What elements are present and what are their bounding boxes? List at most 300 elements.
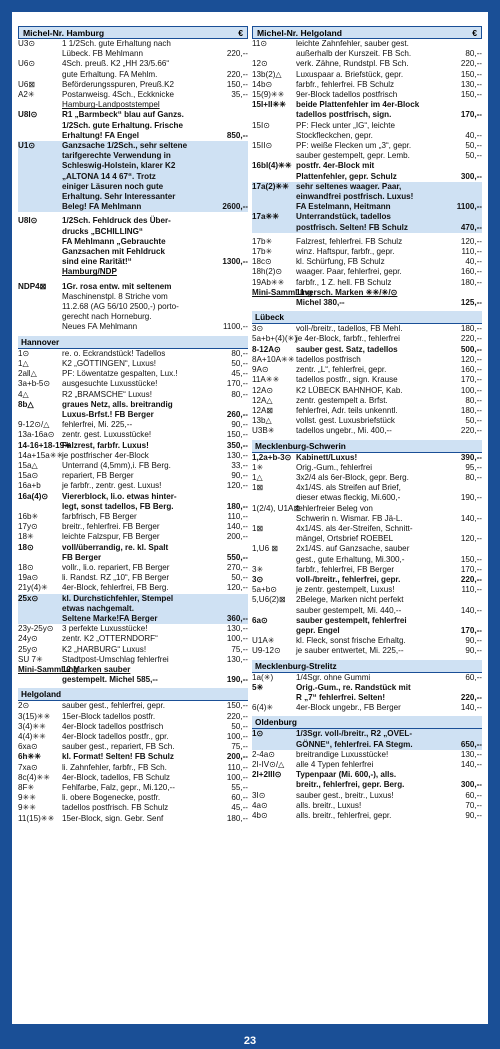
right-header-label: Michel-Nr. Helgoland: [257, 27, 342, 38]
item-price: 90,--: [465, 811, 482, 821]
item-description: 4er-Block ungebr., FB Berger: [296, 703, 401, 713]
catalog-number: 8b△: [18, 399, 34, 409]
item-price: 150,--: [460, 69, 482, 79]
listing-row: [18, 151, 248, 161]
listing-row: [252, 780, 482, 790]
catalog-number: [252, 740, 296, 750]
item-price: 110,--: [461, 585, 482, 595]
catalog-number: 2I+2III⊙: [252, 770, 282, 780]
item-description: breitr., fehlerfrei. FB Berger: [62, 522, 160, 532]
listing-row: [252, 141, 482, 151]
item-description: sauber gest., fehlerfrei, gepr.: [62, 701, 166, 711]
listing-row: [18, 369, 248, 379]
item-price: [210, 59, 248, 69]
catalog-number: 16a+b: [18, 481, 41, 491]
catalog-number: [18, 675, 62, 685]
listing-row: [18, 793, 248, 803]
item-description: 2Belege, Marken nicht perfekt: [296, 595, 404, 605]
section-title: Mecklenburg-Strelitz: [252, 660, 482, 673]
catalog-number: 16a(4)⊙: [18, 491, 49, 501]
item-description: postfrisch. Selten! FB Schulz: [296, 222, 408, 232]
listing-row: [18, 267, 248, 277]
item-description: beide Plattenfehler im 4er-Block: [296, 100, 420, 110]
item-price: 80,--: [465, 472, 482, 482]
listing-row: [252, 646, 482, 656]
item-price: 220,--: [460, 334, 482, 344]
listing-row: [252, 237, 482, 247]
item-description: Plattenfehler, gepr. Schulz: [296, 171, 397, 181]
catalog-number: A2✳: [18, 90, 35, 100]
catalog-number: 11A✳✳: [252, 375, 280, 385]
item-price: 140,--: [226, 522, 248, 532]
catalog-number: 16bI(4)✳✳: [252, 161, 292, 171]
listing-row: [252, 298, 482, 308]
catalog-number: [18, 121, 62, 131]
item-price: 140,--: [460, 703, 482, 713]
catalog-number: 6(4)✳: [252, 703, 274, 713]
catalog-number: 7xa⊙: [18, 762, 38, 772]
item-price: [210, 192, 248, 202]
catalog-number: 12⊙: [252, 59, 268, 69]
item-description: legt, sonst tadellos, FB Berg.: [62, 501, 174, 511]
catalog-number: 3a+b-5⊙: [18, 379, 51, 389]
listing-row: [252, 544, 482, 554]
listing-row: [252, 59, 482, 69]
item-price: 160,--: [460, 365, 482, 375]
listing-row: [18, 481, 248, 491]
catalog-number: [18, 182, 62, 192]
item-description: gestempelt. Michel 585,--: [62, 675, 158, 685]
item-price: 55,--: [231, 783, 248, 793]
listing-row: [252, 121, 482, 131]
item-price: 75,--: [231, 742, 248, 752]
item-description: voll/überrandig, re. kl. Spalt: [62, 542, 169, 552]
item-price: [210, 594, 248, 604]
item-description: li. Zahnfehler, farbfr., FB Sch.: [62, 762, 167, 772]
catalog-number: [18, 247, 62, 257]
listing-row: [18, 227, 248, 237]
catalog-number: 18c⊙: [252, 257, 272, 267]
item-price: [444, 770, 482, 780]
item-description: sehr seltenes waager. Paar,: [296, 181, 402, 191]
item-description: 9er-Block tadellos postfrisch: [296, 90, 398, 100]
catalog-number: [18, 192, 62, 202]
item-price: 170,--: [460, 564, 482, 574]
item-price: 90,--: [465, 646, 482, 656]
catalog-number: U8I⊙: [18, 110, 38, 120]
item-price: 170,--: [226, 379, 248, 389]
listing-row: [252, 223, 482, 233]
item-description: außerhalb der Kurszeit. FB Sch.: [296, 49, 412, 59]
item-price: 300,--: [460, 171, 482, 181]
listing-row: [18, 712, 248, 722]
item-description: kl. Durchstichfehler, Stempel: [62, 593, 174, 603]
item-description: 1 1/2Sch. gute Erhaltung nach: [62, 39, 171, 48]
item-description: PF: Löwentatze gespalten, Lux.!: [62, 369, 178, 379]
item-price: [210, 543, 248, 553]
item-price: [210, 100, 248, 110]
catalog-number: 12A⊠: [252, 405, 274, 415]
catalog-number: U6⊙: [18, 59, 36, 69]
listing-row: [252, 585, 482, 595]
item-description: breitrandige Luxusstücke!: [296, 749, 389, 759]
listing-row: [18, 604, 248, 614]
catalog-number: [252, 493, 296, 503]
catalog-number: 2⊙: [18, 701, 30, 711]
catalog-number: [18, 292, 62, 302]
catalog-number: 1⊠: [252, 523, 264, 533]
listing-row: [252, 673, 482, 683]
listing-row: [18, 202, 248, 212]
catalog-number: [18, 202, 62, 212]
catalog-number: [18, 131, 62, 141]
item-price: [444, 504, 482, 514]
listing-row: [18, 752, 248, 762]
catalog-number: [252, 693, 296, 703]
listing-row: [252, 416, 482, 426]
listing-row: [18, 675, 248, 685]
listing-row: [18, 282, 248, 292]
listing-row: [252, 504, 482, 514]
item-description: Ganzsachen mit Fehldruck: [62, 247, 165, 257]
listing-row: [18, 634, 248, 644]
item-price: 120,--: [460, 534, 482, 544]
section-title: Hannover: [18, 336, 248, 349]
listing-row: [18, 359, 248, 369]
item-price: [210, 141, 248, 151]
item-price: [210, 312, 248, 322]
listing-row: [18, 430, 248, 440]
catalog-number: [252, 534, 296, 544]
item-description: Luxuspaar a. Briefstück, gepr.: [296, 69, 404, 79]
right-column: [252, 26, 482, 821]
catalog-number: 9-12⊙/△: [18, 420, 50, 430]
item-description: sind eine Rarität!“: [62, 257, 132, 267]
listing-row: [252, 110, 482, 120]
listing-row: [252, 70, 482, 80]
listing-row: [18, 783, 248, 793]
item-description: kl. Fleck, sonst frische Erhaltg.: [296, 636, 406, 646]
item-description: Hamburg/NDP: [62, 267, 117, 277]
item-price: [444, 161, 482, 171]
listing-row: [252, 493, 482, 503]
item-price: [210, 604, 248, 614]
listing-row: [18, 141, 248, 151]
item-price: 60,--: [465, 790, 482, 800]
catalog-number: 18✳: [18, 532, 34, 542]
catalog-number: [18, 604, 62, 614]
catalog-number: 1a(✳): [252, 672, 274, 682]
listing-row: [18, 624, 248, 634]
item-description: tadellos postfrisch, sign.: [296, 110, 392, 120]
catalog-number: 12A△: [252, 395, 273, 405]
item-description: Lübeck. FB Mehlmann: [62, 49, 143, 59]
item-description: 15er-Block tadellos postfr.: [62, 711, 156, 721]
item-description: voll-/breitr., fehlerfrei, gepr.: [296, 574, 401, 584]
catalog-number: [18, 161, 62, 171]
catalog-number: 5a+b+(4)(✳): [252, 334, 298, 344]
item-description: je farbfr., zentr. gest. Luxus!: [62, 481, 162, 491]
listing-row: [18, 379, 248, 389]
item-description: mängel, Ortsbrief ROEBEL: [296, 534, 394, 544]
item-description: fehlerfrei, Adr. teils unkenntl.: [296, 405, 398, 415]
listing-row: [252, 514, 482, 524]
catalog-number: [18, 49, 62, 59]
item-description: Orig.-Gum., fehlerfrei: [296, 462, 373, 472]
listing-row: [18, 237, 248, 247]
listing-row: [252, 693, 482, 703]
item-price: 130,--: [460, 79, 482, 89]
listing-row: [252, 202, 482, 212]
item-price: 90,--: [465, 636, 482, 646]
listing-row: [18, 492, 248, 502]
item-description: gest., gute Erhaltung, Mi.300,-: [296, 554, 405, 564]
listing-row: [18, 441, 248, 451]
listing-row: [18, 90, 248, 100]
item-description: je 4er-Block, farbfr., fehlerfrei: [296, 334, 400, 344]
catalog-number: 5✳: [252, 682, 264, 692]
catalog-number: 1✳: [252, 462, 264, 472]
item-description: K2 LÜBECK BAHNHOF, Kab.: [296, 385, 403, 395]
item-price: 650,--: [460, 739, 482, 749]
item-price: [210, 282, 248, 292]
catalog-number: 9✳✳: [18, 803, 37, 813]
listing-row: [18, 182, 248, 192]
item-description: 4x1/4S. als Streifen auf Brief,: [296, 483, 401, 493]
item-description: Beförderungsspuren, Preuß.K2: [62, 79, 175, 89]
item-price: 120,--: [460, 236, 482, 246]
catalog-number: [18, 227, 62, 237]
listing-row: [18, 39, 248, 49]
item-description: gute Erhaltung. FA Mehlm.: [62, 69, 158, 79]
item-description: farbfr., fehlerfrei, FB Berger: [296, 564, 395, 574]
listing-row: [18, 471, 248, 481]
catalog-number: [18, 502, 62, 512]
listing-row: [18, 563, 248, 573]
item-description: farbfr., fehlerfrei. FB Schulz: [296, 79, 395, 89]
listing-row: [18, 742, 248, 752]
item-price: [210, 237, 248, 247]
catalog-number: 2-4a⊙: [252, 749, 275, 759]
item-price: [444, 729, 482, 739]
right-column-header: [252, 26, 482, 39]
item-price: 110,--: [461, 247, 482, 257]
item-price: [444, 616, 482, 626]
section-title: Mecklenburg-Schwerin: [252, 440, 482, 453]
listing-row: [252, 801, 482, 811]
item-price: 45,--: [231, 369, 248, 379]
listing-row: [252, 365, 482, 375]
listing-row: [252, 192, 482, 202]
listing-row: [252, 626, 482, 636]
item-price: 220,--: [460, 574, 482, 584]
catalog-number: 3(4)✳✳: [18, 721, 46, 731]
item-description: Hamburg-Landpoststempel: [62, 100, 160, 110]
left-header-label: Michel-Nr. Hamburg: [23, 27, 105, 38]
item-price: 95,--: [465, 462, 482, 472]
item-price: [210, 247, 248, 257]
item-description: postfr. 4er-Block mit: [296, 161, 375, 171]
listing-row: [18, 614, 248, 624]
catalog-number: 5,U6(2)⊠: [252, 595, 286, 605]
listing-row: [252, 565, 482, 575]
catalog-number: 18⊙: [18, 562, 34, 572]
item-price: 110,--: [227, 762, 248, 772]
item-price: 170,--: [460, 625, 482, 635]
item-description: li. obere Bogenecke, postfr.: [62, 793, 161, 803]
catalog-number: [252, 131, 296, 141]
item-price: 500,--: [460, 344, 482, 354]
item-price: 140,--: [460, 513, 482, 523]
item-price: [444, 544, 482, 554]
item-price: 50,--: [231, 358, 248, 368]
item-description: PF: weiße Flecken um „3“, gepr.: [296, 141, 412, 151]
item-price: 125,--: [460, 298, 482, 308]
listing-row: [18, 732, 248, 742]
item-price: 130,--: [226, 624, 248, 634]
listing-row: [18, 80, 248, 90]
catalog-number: 3⊙: [252, 574, 264, 584]
listing-row: [18, 49, 248, 59]
item-price: 180,--: [460, 405, 482, 415]
item-description: einwandfrei postfrisch. Luxus!: [296, 192, 414, 202]
item-price: 100,--: [460, 385, 482, 395]
item-description: 1/2Sch. gute Erhaltung. Frische: [62, 120, 183, 130]
listing-row: [252, 172, 482, 182]
item-description: sauber gestempelt, fehlerfrei: [296, 615, 407, 625]
listing-row: [18, 292, 248, 302]
listing-row: [252, 324, 482, 334]
item-price: 2600,--: [222, 202, 248, 212]
listing-row: [252, 131, 482, 141]
item-description: 3x2/4 als 6er-Block, gepr. Berg.: [296, 472, 409, 482]
catalog-number: 15a⊙: [18, 471, 39, 481]
item-price: 33,--: [231, 460, 248, 470]
item-price: 120,--: [226, 481, 248, 491]
listing-row: [252, 740, 482, 750]
catalog-number: 1,U6 ⊠: [252, 544, 279, 554]
item-description: „ALTONA 14 4 67“. Trotz: [62, 171, 156, 181]
item-price: [444, 595, 482, 605]
catalog-number: 3(15)✳✳: [18, 711, 51, 721]
catalog-number: 14-16+18-19✳: [18, 440, 71, 450]
listing-row: [18, 257, 248, 267]
item-description: Beleg! FA Mehlmann: [62, 202, 142, 212]
catalog-number: 1(2/4), U1A⊠: [252, 503, 301, 513]
item-description: tadellos postfr., sign. Krause: [296, 375, 398, 385]
item-description: je zentr. gestempelt, Luxus!: [296, 585, 395, 595]
listing-row: [252, 606, 482, 616]
listing-row: [252, 791, 482, 801]
listing-row: [252, 760, 482, 770]
listing-row: [18, 161, 248, 171]
catalog-number: 11⊙: [252, 39, 268, 48]
catalog-number: 3✳: [252, 564, 264, 574]
catalog-number: [252, 606, 296, 616]
item-description: Fehlfarbe, Falz, gepr., Mi.120,--: [62, 783, 175, 793]
item-price: 150,--: [460, 90, 482, 100]
item-price: [210, 151, 248, 161]
listing-row: [252, 473, 482, 483]
item-price: 130,--: [226, 450, 248, 460]
catalog-number: U8I⊙: [18, 216, 38, 226]
item-description: 1/2Sch. Fehldruck des Über-: [62, 216, 171, 226]
listing-row: [18, 502, 248, 512]
item-price: 50,--: [465, 151, 482, 161]
item-price: [210, 182, 248, 192]
listing-row: [18, 121, 248, 131]
catalog-page: [12, 12, 488, 1024]
item-price: 120,--: [226, 583, 248, 593]
item-price: [444, 212, 482, 222]
item-price: 1300,--: [222, 257, 248, 267]
item-description: GÖNNE“, fehlerfrei. FA Stegm.: [296, 739, 413, 749]
listing-row: [252, 463, 482, 473]
item-price: [444, 121, 482, 131]
item-price: 150,--: [226, 701, 248, 711]
catalog-number: 4b⊙: [252, 811, 268, 821]
item-description: 11.2.68 (AG 56/10 2500,-) porto-: [62, 302, 179, 312]
catalog-number: 1△: [252, 472, 263, 482]
listing-row: [252, 288, 482, 298]
item-price: 170,--: [460, 110, 482, 120]
catalog-number: 1,2a+b-3⊙: [252, 452, 292, 462]
item-price: 35,--: [231, 90, 248, 100]
right-column-body: [252, 39, 482, 821]
item-price: 100,--: [226, 634, 248, 644]
catalog-number: 11(15)✳✳: [18, 813, 55, 823]
item-price: [210, 227, 248, 237]
item-price: [210, 302, 248, 312]
item-description: R „7“ fehlerfrei. Selten!: [296, 692, 386, 702]
page-number: 23: [243, 1035, 257, 1047]
listing-row: [18, 543, 248, 553]
item-description: Schleswig-Holstein, klarer K2: [62, 161, 176, 171]
listing-row: [252, 811, 482, 821]
item-description: etwas nachgemalt.: [62, 603, 134, 613]
catalog-number: 6h✳✳: [18, 752, 42, 762]
item-description: kl. Schürfung, FB Schulz: [296, 257, 385, 267]
item-price: 160,--: [460, 267, 482, 277]
item-description: sauber gestempelt, Mi. 440,--: [296, 605, 402, 615]
listing-row: [252, 39, 482, 49]
item-price: 190,--: [226, 675, 248, 685]
item-description: Unterrandstück, tadellos: [296, 212, 391, 222]
item-price: 150,--: [226, 430, 248, 440]
listing-row: [252, 616, 482, 626]
item-price: 100,--: [226, 732, 248, 741]
catalog-number: [252, 172, 296, 182]
listing-row: [252, 267, 482, 277]
catalog-number: [18, 312, 62, 322]
listing-row: [18, 400, 248, 410]
item-price: 40,--: [465, 257, 482, 267]
item-description: Schwerin n. Wismar. FB Jä-L.: [296, 513, 403, 523]
listing-row: [252, 534, 482, 544]
listing-row: [252, 770, 482, 780]
item-description: sauber gest., repariert, FB Sch.: [62, 742, 175, 752]
item-description: tadellos postfrisch: [296, 354, 361, 364]
listing-row: [252, 636, 482, 646]
item-description: zentr. „L“, fehlerfrei, gepr.: [296, 365, 387, 375]
item-description: zentr. gest. Luxusstücke!: [62, 430, 152, 440]
left-column: [18, 26, 248, 824]
listing-row: [18, 131, 248, 141]
listing-row: [18, 763, 248, 773]
listing-row: [18, 410, 248, 420]
listing-row: [18, 59, 248, 69]
listing-row: [18, 814, 248, 824]
